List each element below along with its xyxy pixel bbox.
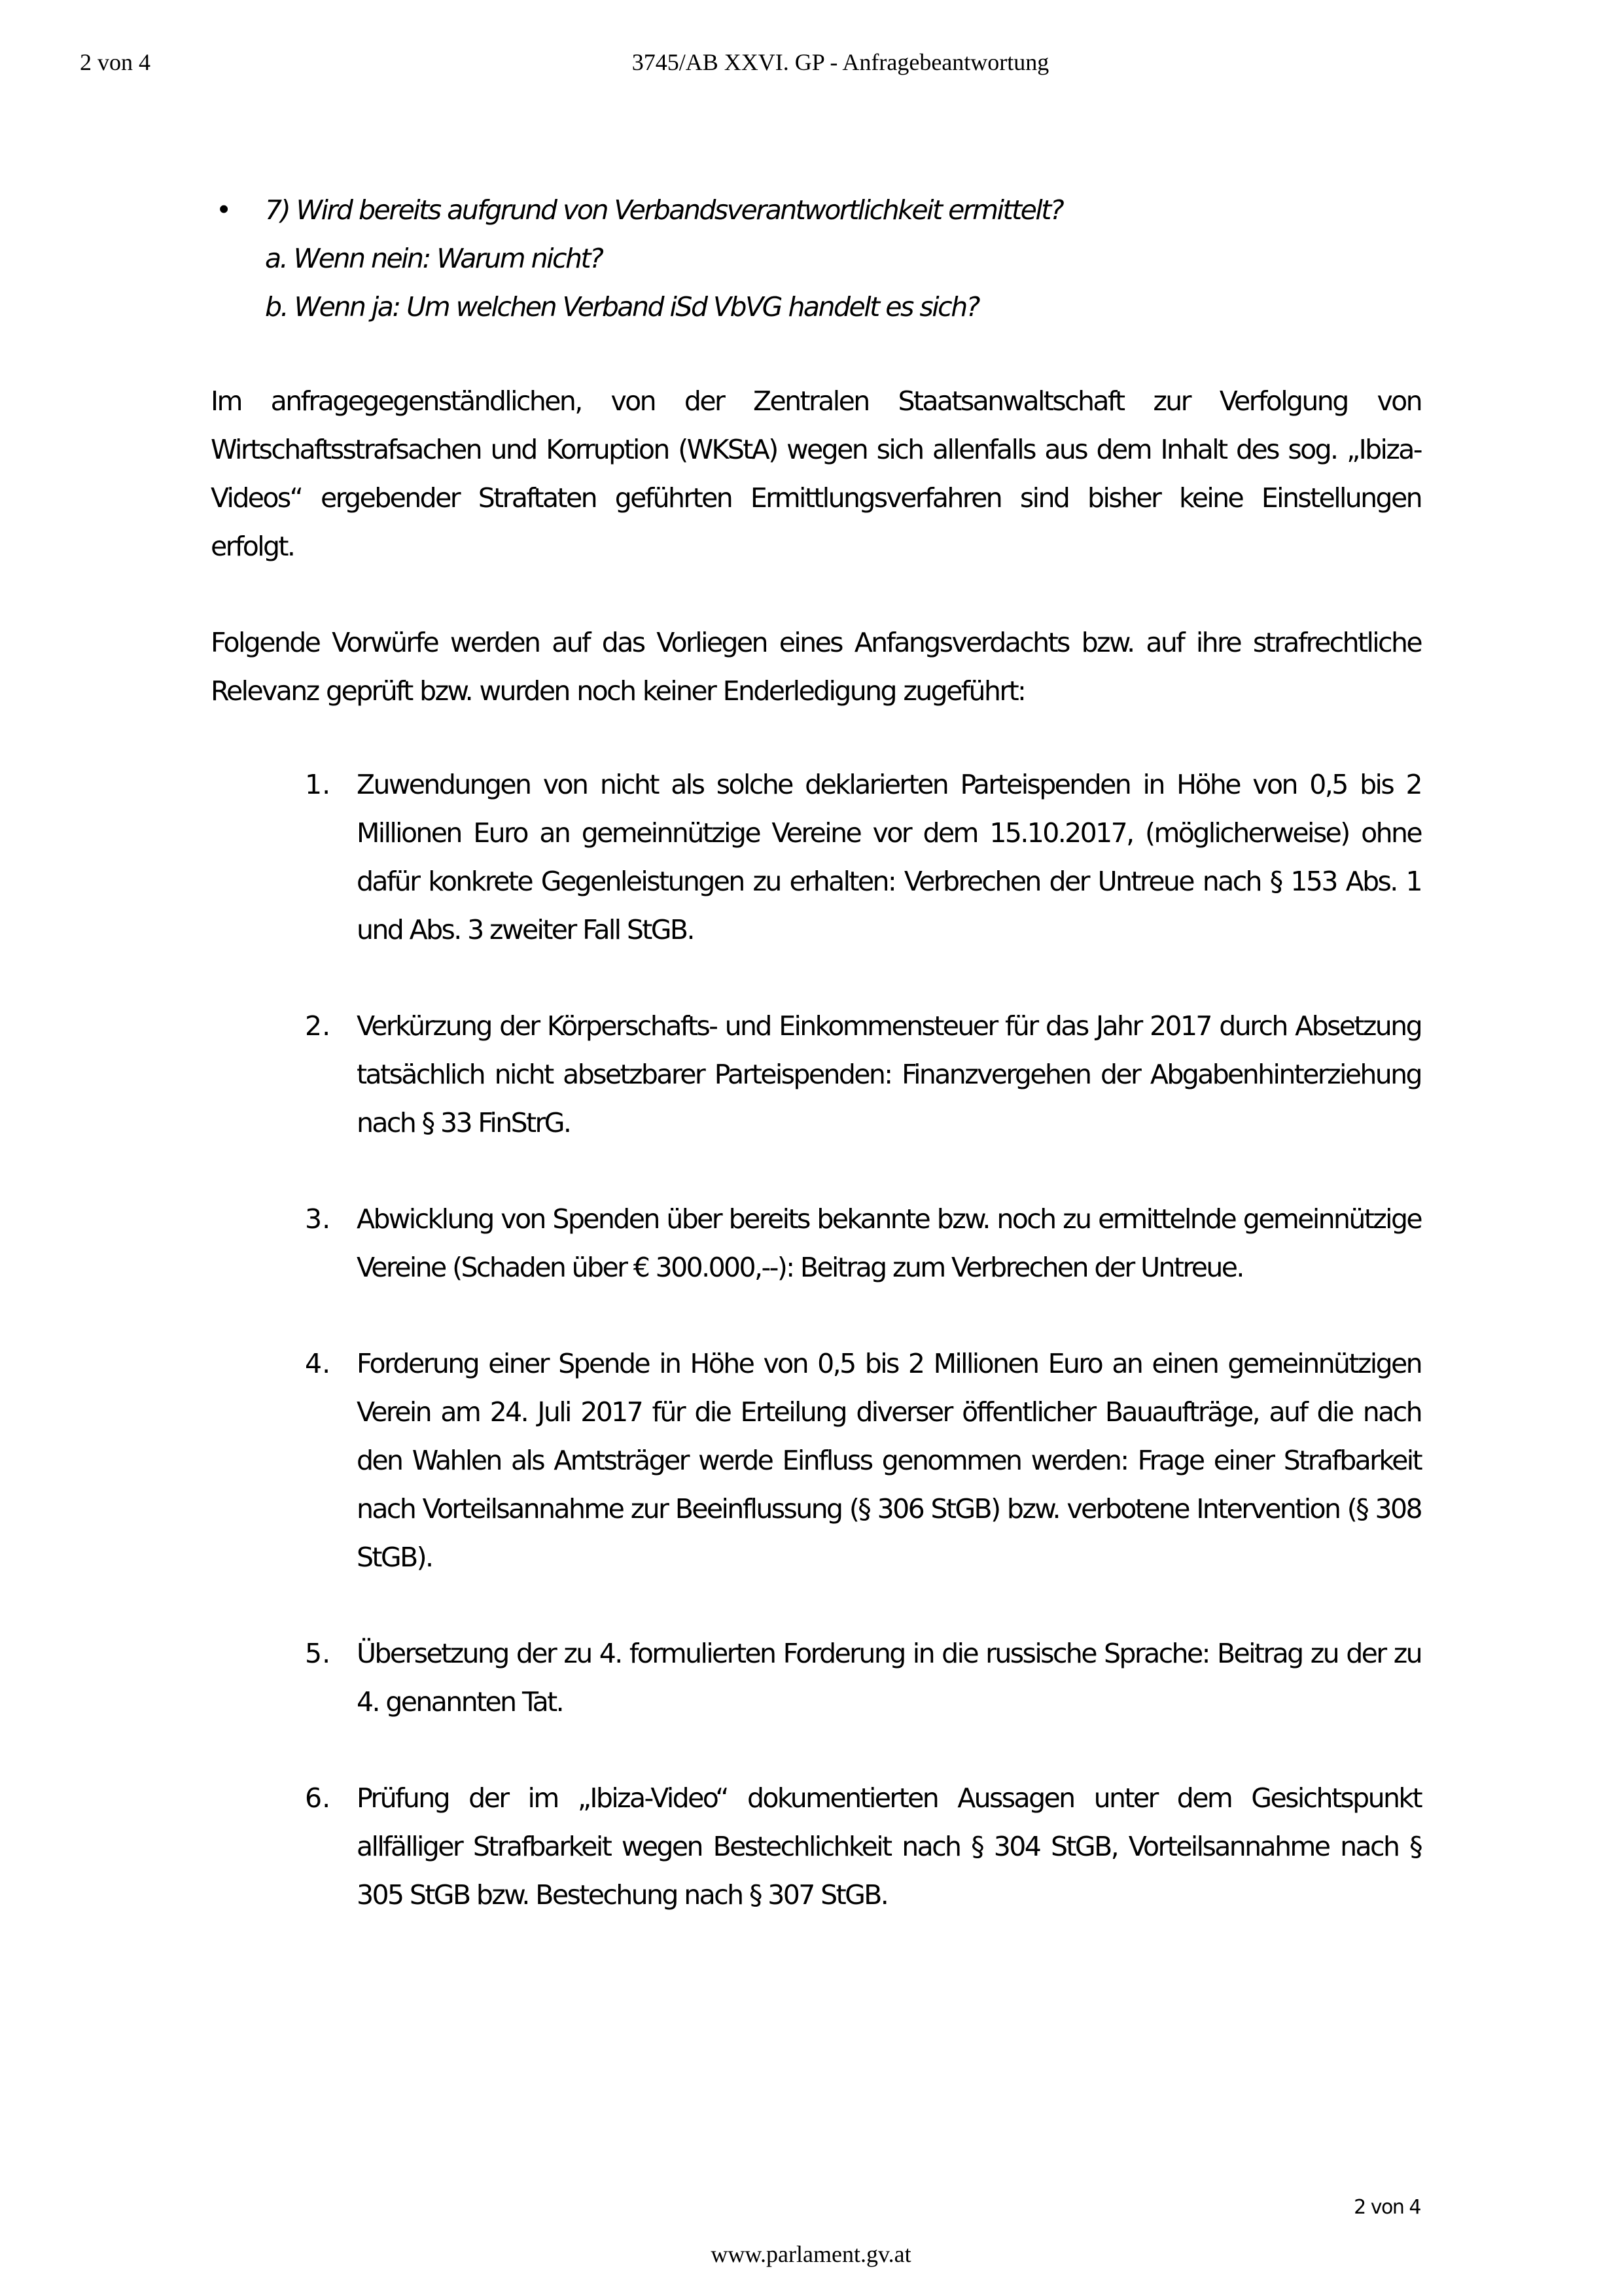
- list-item-text: Zuwendungen von nicht als solche deklarierten Parteispenden in Höhe von 0,5 bis 2 Millionen Euro an gemeinnützige Vereine vor dem 15.10.2017, (möglicherweise) ohne dafür konkrete Gegenleistungen zu erhalten: Verbrechen der Untreue nach § 153 Abs. 1 und Abs. 3 zweiter Fall StGB.: [357, 769, 1421, 945]
- list-item-text: Verkürzung der Körperschafts- und Einkommensteuer für das Jahr 2017 durch Absetzung tatsächlich nicht absetzbarer Parteispenden: Finanzvergehen der Abgabenhinterziehung nach § 33 FinStrG.: [357, 1010, 1421, 1139]
- header-title-wrap: [0, 48, 1622, 76]
- list-item-number: 1.: [305, 769, 331, 800]
- bullet-icon: •: [216, 194, 232, 226]
- list-item: [301, 1002, 1421, 1147]
- list-item-text: Prüfung der im „Ibiza-Video“ dokumentierten Aussagen unter dem Gesichtspunkt allfälliger Strafbarkeit wegen Bestechlichkeit nach § 304 StGB, Vorteilsannahme nach § 305 StGB bzw. Bestechung nach § 307 StGB.: [357, 1782, 1421, 1911]
- list-item-number: 5.: [305, 1638, 331, 1669]
- question-main: [211, 186, 1421, 234]
- paragraph-status: Im anfragegegenständlichen, von der Zentralen Staatsanwaltschaft zur Verfolgung von Wirtschaftsstrafsachen und Korruption (WKStA) wegen sich allenfalls aus dem Inhalt des sog. „Ibiza-Videos“ ergebender Straftaten geführten Ermittlungsverfahren sind bisher keine Einstellungen erfolgt.: [211, 385, 1421, 562]
- footer-url-wrap: [0, 2240, 1622, 2268]
- question-sub-b-text: b. Wenn ja: Um welchen Verband iSd VbVG handelt es sich?: [265, 291, 979, 323]
- question-sub-a: [211, 234, 1421, 283]
- list-item-number: 6.: [305, 1782, 331, 1814]
- footer-url[interactable]: www.parlament.gv.at: [711, 2241, 911, 2267]
- header-page-indicator: 2 von 4: [80, 49, 150, 75]
- header-title: 3745/AB XXVI. GP - Anfragebeantwortung: [631, 49, 1049, 75]
- list-item: [301, 760, 1421, 954]
- question-sub-a-text: a. Wenn nein: Warum nicht?: [265, 243, 603, 274]
- list-item: [301, 1195, 1421, 1292]
- list-item-text: Forderung einer Spende in Höhe von 0,5 bis 2 Millionen Euro an einen gemeinnützigen Verein am 24. Juli 2017 für die Erteilung diverser öffentlicher Bauaufträge, auf die nach den Wahlen als Amtsträger werde Einfluss genommen werden: Frage einer Strafbarkeit nach Vorteilsannahme zur Beeinflussung (§ 306 StGB) bzw. verbotene Intervention (§ 308 StGB).: [357, 1348, 1421, 1573]
- question-sub-b: [211, 283, 1421, 331]
- list-item-number: 2.: [305, 1010, 331, 1042]
- list-item: [301, 1629, 1421, 1726]
- question-main-text: 7) Wird bereits aufgrund von Verbandsverantwortlichkeit ermittelt?: [265, 194, 1063, 226]
- list-item: [301, 1339, 1421, 1581]
- footer-page-indicator: 2 von 4: [1354, 2196, 1420, 2219]
- paragraph-intro-list: Folgende Vorwürfe werden auf das Vorliegen eines Anfangsverdachts bzw. auf ihre strafrechtliche Relevanz geprüft bzw. wurden noch keiner Enderledigung zugeführt:: [211, 627, 1421, 707]
- list-item: [301, 1774, 1421, 1919]
- list-item-text: Abwicklung von Spenden über bereits bekannte bzw. noch zu ermittelnde gemeinnützige Vereine (Schaden über € 300.000,--): Beitrag zum Verbrechen der Untreue.: [357, 1203, 1421, 1283]
- list-item-number: 4.: [305, 1348, 331, 1379]
- allegations-list: [301, 760, 1421, 1967]
- question-block: [211, 186, 1421, 331]
- list-item-text: Übersetzung der zu 4. formulierten Forderung in die russische Sprache: Beitrag zu der zu 4. genannten Tat.: [357, 1638, 1421, 1718]
- list-item-number: 3.: [305, 1203, 331, 1235]
